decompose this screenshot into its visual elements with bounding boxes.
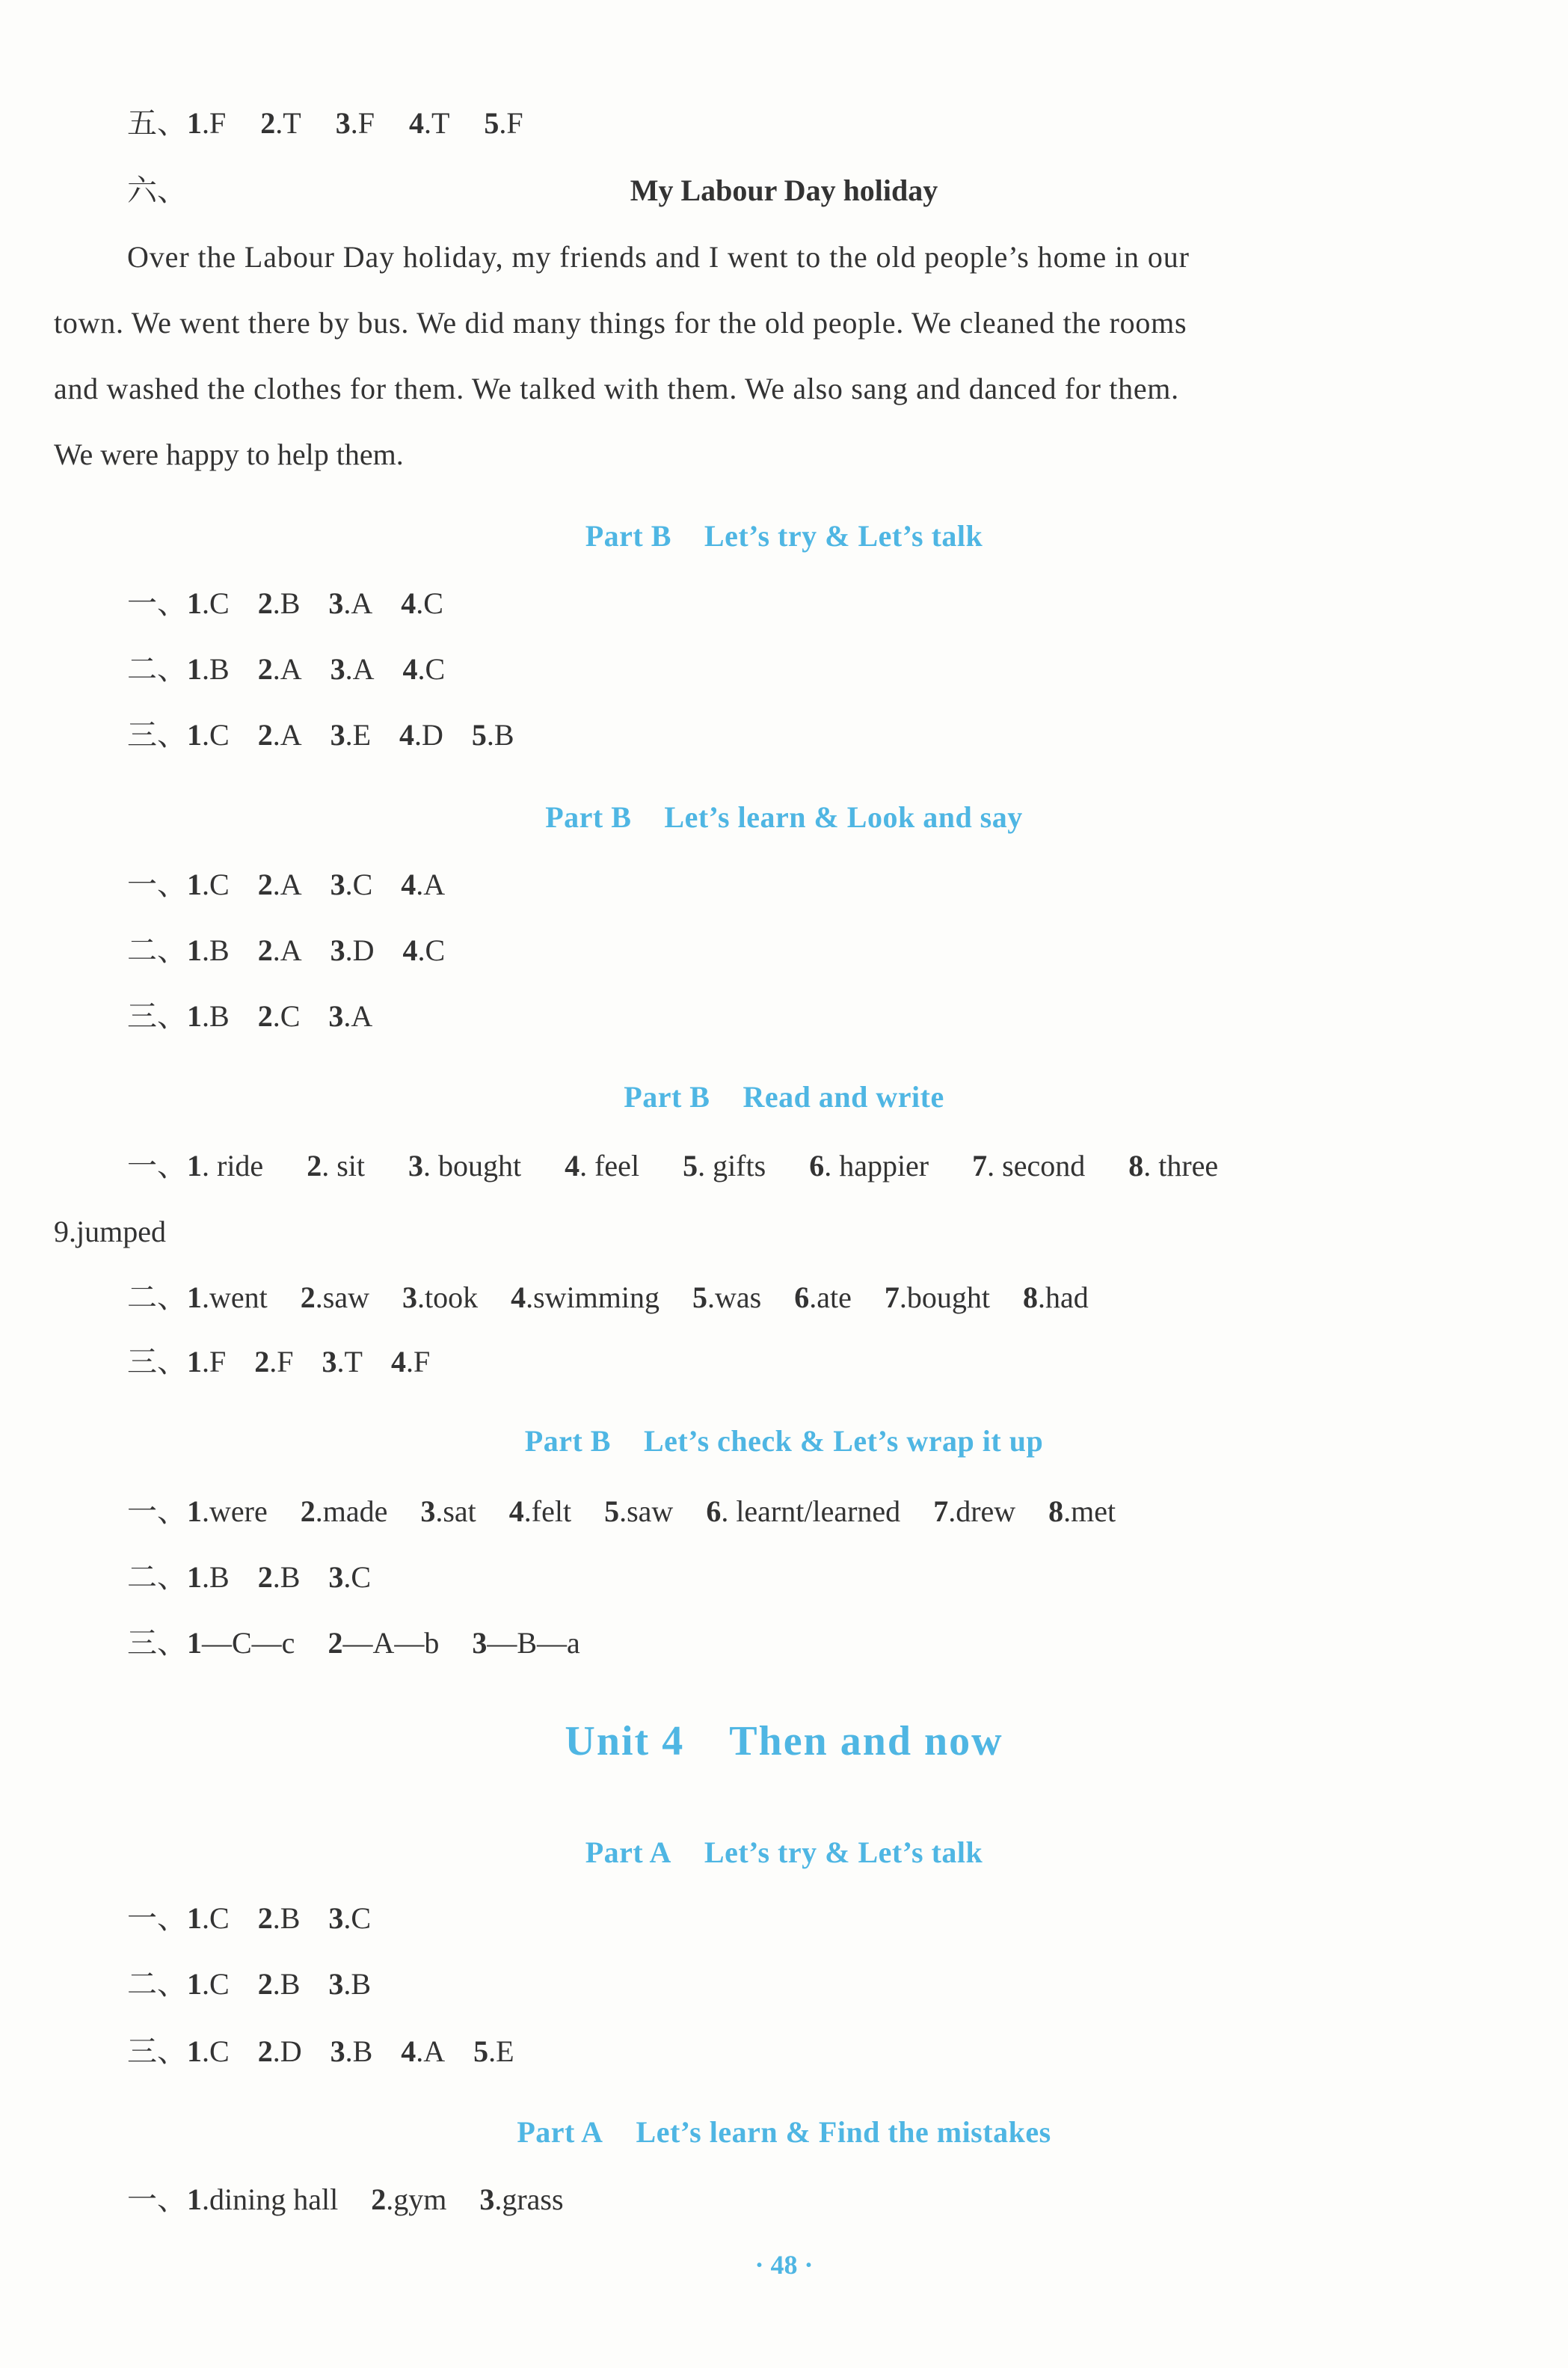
answer-item: 6.ate	[794, 1280, 852, 1314]
essay-line: We were happy to help them.	[54, 438, 404, 471]
answer-item: 6. learnt/learned	[706, 1494, 901, 1528]
answer-item: 1.dining hall	[187, 2183, 339, 2216]
essay-body	[54, 224, 1460, 488]
answer-item: 1.C	[187, 868, 230, 901]
answer-item: 3. bought	[408, 1149, 522, 1183]
essay-line: Over the Labour Day holiday, my friends and I went to the old people’s home in our	[127, 240, 1190, 274]
answer-row	[0, 998, 1568, 1035]
unit-number: Unit 4	[565, 1718, 685, 1764]
heading-part: Part B	[524, 1424, 611, 1458]
answer-item: 4.felt	[508, 1494, 572, 1528]
answer-item: 2.B	[257, 1901, 301, 1935]
answer-item: 5.saw	[604, 1494, 674, 1528]
answer-item: 1.F	[187, 1345, 227, 1378]
answer-row	[0, 717, 1568, 754]
answer-label: 五、	[127, 106, 187, 140]
answer-row	[0, 585, 1568, 622]
answer-item: 3.C	[330, 868, 373, 901]
section-heading	[0, 1834, 1568, 1871]
answer-row	[0, 2181, 1568, 2218]
answer-item: 7.bought	[884, 1280, 990, 1314]
heading-name: Let’s check & Let’s wrap it up	[643, 1424, 1044, 1458]
heading-name: Read and write	[743, 1080, 944, 1114]
answer-row	[0, 1966, 1568, 2003]
answer-item: 4.F	[390, 1345, 431, 1378]
essay-line: town. We went there by bus. We did many things for the old people. We cleaned the rooms	[54, 306, 1187, 340]
answer-item: 1.C	[187, 1901, 230, 1935]
answer-label: 三、	[127, 999, 187, 1033]
answer-item: 1.F	[187, 106, 227, 140]
answer-item: 2.A	[257, 868, 302, 901]
heading-part: Part A	[517, 2115, 603, 2149]
answer-item: 3.C	[328, 1560, 372, 1594]
answer-item: 3.grass	[479, 2183, 564, 2216]
answer-item: 2.B	[257, 586, 301, 620]
answer-item: 3—B—a	[472, 1626, 580, 1660]
answer-item: 3.B	[328, 1967, 372, 2001]
answer-item: 1—C—c	[187, 1626, 295, 1660]
answer-item: 2.B	[257, 1967, 301, 2001]
answer-item: 1.C	[187, 718, 230, 752]
answer-item: 3.took	[402, 1280, 479, 1314]
answer-item: 7. second	[972, 1149, 1086, 1183]
answer-item: 1.B	[187, 1560, 230, 1594]
section-heading	[0, 1079, 1568, 1116]
answer-row	[0, 932, 1568, 969]
unit-title	[0, 1717, 1568, 1765]
answer-item: 4.D	[399, 718, 443, 752]
answer-item: 8.had	[1022, 1280, 1089, 1314]
answer-item: 6. happier	[809, 1149, 929, 1183]
section-heading	[0, 1423, 1568, 1460]
answer-label: 三、	[127, 2034, 187, 2068]
answer-item: 2.made	[300, 1494, 388, 1528]
heading-part: Part A	[585, 1835, 671, 1869]
answer-item: 4.T	[408, 106, 450, 140]
answer-item: 1.B	[187, 652, 230, 686]
section-heading	[0, 518, 1568, 555]
answer-label: 一、	[127, 1149, 187, 1183]
essay-title: My Labour Day holiday	[630, 174, 938, 207]
answer-label: 二、	[127, 1280, 187, 1314]
answer-item: 4.C	[402, 933, 446, 967]
heading-part: Part B	[545, 800, 632, 834]
answer-item: 2.saw	[300, 1280, 369, 1314]
answer-row	[0, 1343, 1568, 1381]
answer-item: 2.C	[257, 999, 301, 1033]
answer-item: 1.C	[187, 586, 230, 620]
answer-item: 8. three	[1128, 1149, 1219, 1183]
answer-label: 三、	[127, 1345, 187, 1378]
answer-item: 5. gifts	[683, 1149, 766, 1183]
heading-name: Let’s learn & Find the mistakes	[636, 2115, 1051, 2149]
answer-item: 3.B	[330, 2034, 373, 2068]
answer-label: 一、	[127, 1494, 187, 1528]
answer-item: 2.F	[254, 1345, 294, 1378]
answer-row	[0, 1493, 1568, 1530]
answer-item: 2.A	[257, 718, 302, 752]
answer-item: 3.A	[328, 586, 373, 620]
answer-item: 1.C	[187, 2034, 230, 2068]
essay-line: and washed the clothes for them. We talked with them. We also sang and danced for them.	[54, 372, 1179, 405]
answer-item: 4.A	[401, 868, 446, 901]
answer-item: 4. feel	[565, 1149, 640, 1183]
answer-item: 1. ride	[187, 1149, 264, 1183]
heading-name: Let’s try & Let’s talk	[704, 519, 983, 553]
answer-row-5	[0, 105, 1568, 142]
answer-label: 三、	[127, 718, 187, 752]
answer-item: 1.went	[187, 1280, 268, 1314]
answer-item: 5.E	[473, 2034, 514, 2068]
answer-row-continued: 9.jumped	[54, 1215, 166, 1248]
answer-label: 二、	[127, 1967, 187, 2001]
answer-label: 一、	[127, 586, 187, 620]
answer-item: 3.A	[328, 999, 373, 1033]
answer-item: 3.T	[322, 1345, 363, 1378]
section-heading	[0, 799, 1568, 836]
answer-row	[0, 1279, 1568, 1316]
answer-item: 2.gym	[371, 2183, 447, 2216]
answer-item: 3.D	[330, 933, 375, 967]
answer-item: 5.B	[471, 718, 514, 752]
answer-item: 2.B	[257, 1560, 301, 1594]
answer-label: 一、	[127, 2183, 187, 2216]
unit-name: Then and now	[729, 1718, 1003, 1764]
answer-label: 二、	[127, 1560, 187, 1594]
answer-item: 1.were	[187, 1494, 268, 1528]
section-heading	[0, 2114, 1568, 2151]
answer-item: 1.B	[187, 999, 230, 1033]
page-number: · 48 ·	[754, 2250, 814, 2280]
answer-item: 4.A	[401, 2034, 446, 2068]
answer-row	[0, 1900, 1568, 1937]
answer-item: 7.drew	[933, 1494, 1016, 1528]
answer-item: 2—A—b	[328, 1626, 440, 1660]
answer-item: 4.C	[401, 586, 443, 620]
answer-row	[0, 866, 1568, 904]
answer-row	[0, 2033, 1568, 2070]
answer-item: 1.B	[187, 933, 230, 967]
answer-item: 1.C	[187, 1967, 230, 2001]
answer-item: 4.C	[402, 652, 446, 686]
heading-name: Let’s learn & Look and say	[664, 800, 1023, 834]
answer-label: 一、	[127, 1901, 187, 1935]
answer-item: 5.F	[484, 106, 523, 140]
answer-label: 二、	[127, 652, 187, 686]
answer-item: 2.T	[260, 106, 301, 140]
answer-item: 8.met	[1048, 1494, 1116, 1528]
answer-item: 5.was	[692, 1280, 762, 1314]
answer-item: 3.F	[335, 106, 375, 140]
answer-row	[0, 651, 1568, 688]
heading-name: Let’s try & Let’s talk	[704, 1835, 983, 1869]
answer-item: 3.C	[328, 1901, 372, 1935]
heading-part: Part B	[624, 1080, 710, 1114]
answer-item: 3.E	[330, 718, 372, 752]
answer-row	[0, 1147, 1568, 1185]
answer-label: 一、	[127, 868, 187, 901]
answer-item: 3.A	[330, 652, 375, 686]
section-6-label: 六、	[127, 174, 187, 207]
answer-item: 3.sat	[420, 1494, 476, 1528]
answer-item: 2.A	[257, 652, 302, 686]
answer-item: 4.swimming	[511, 1280, 660, 1314]
answer-label: 三、	[127, 1626, 187, 1660]
answer-item: 2. sit	[307, 1149, 365, 1183]
answer-row	[0, 1559, 1568, 1596]
answer-item: 2.A	[257, 933, 302, 967]
answer-label: 二、	[127, 933, 187, 967]
heading-part: Part B	[585, 519, 671, 553]
answer-row	[0, 1625, 1568, 1662]
answer-item: 2.D	[257, 2034, 302, 2068]
